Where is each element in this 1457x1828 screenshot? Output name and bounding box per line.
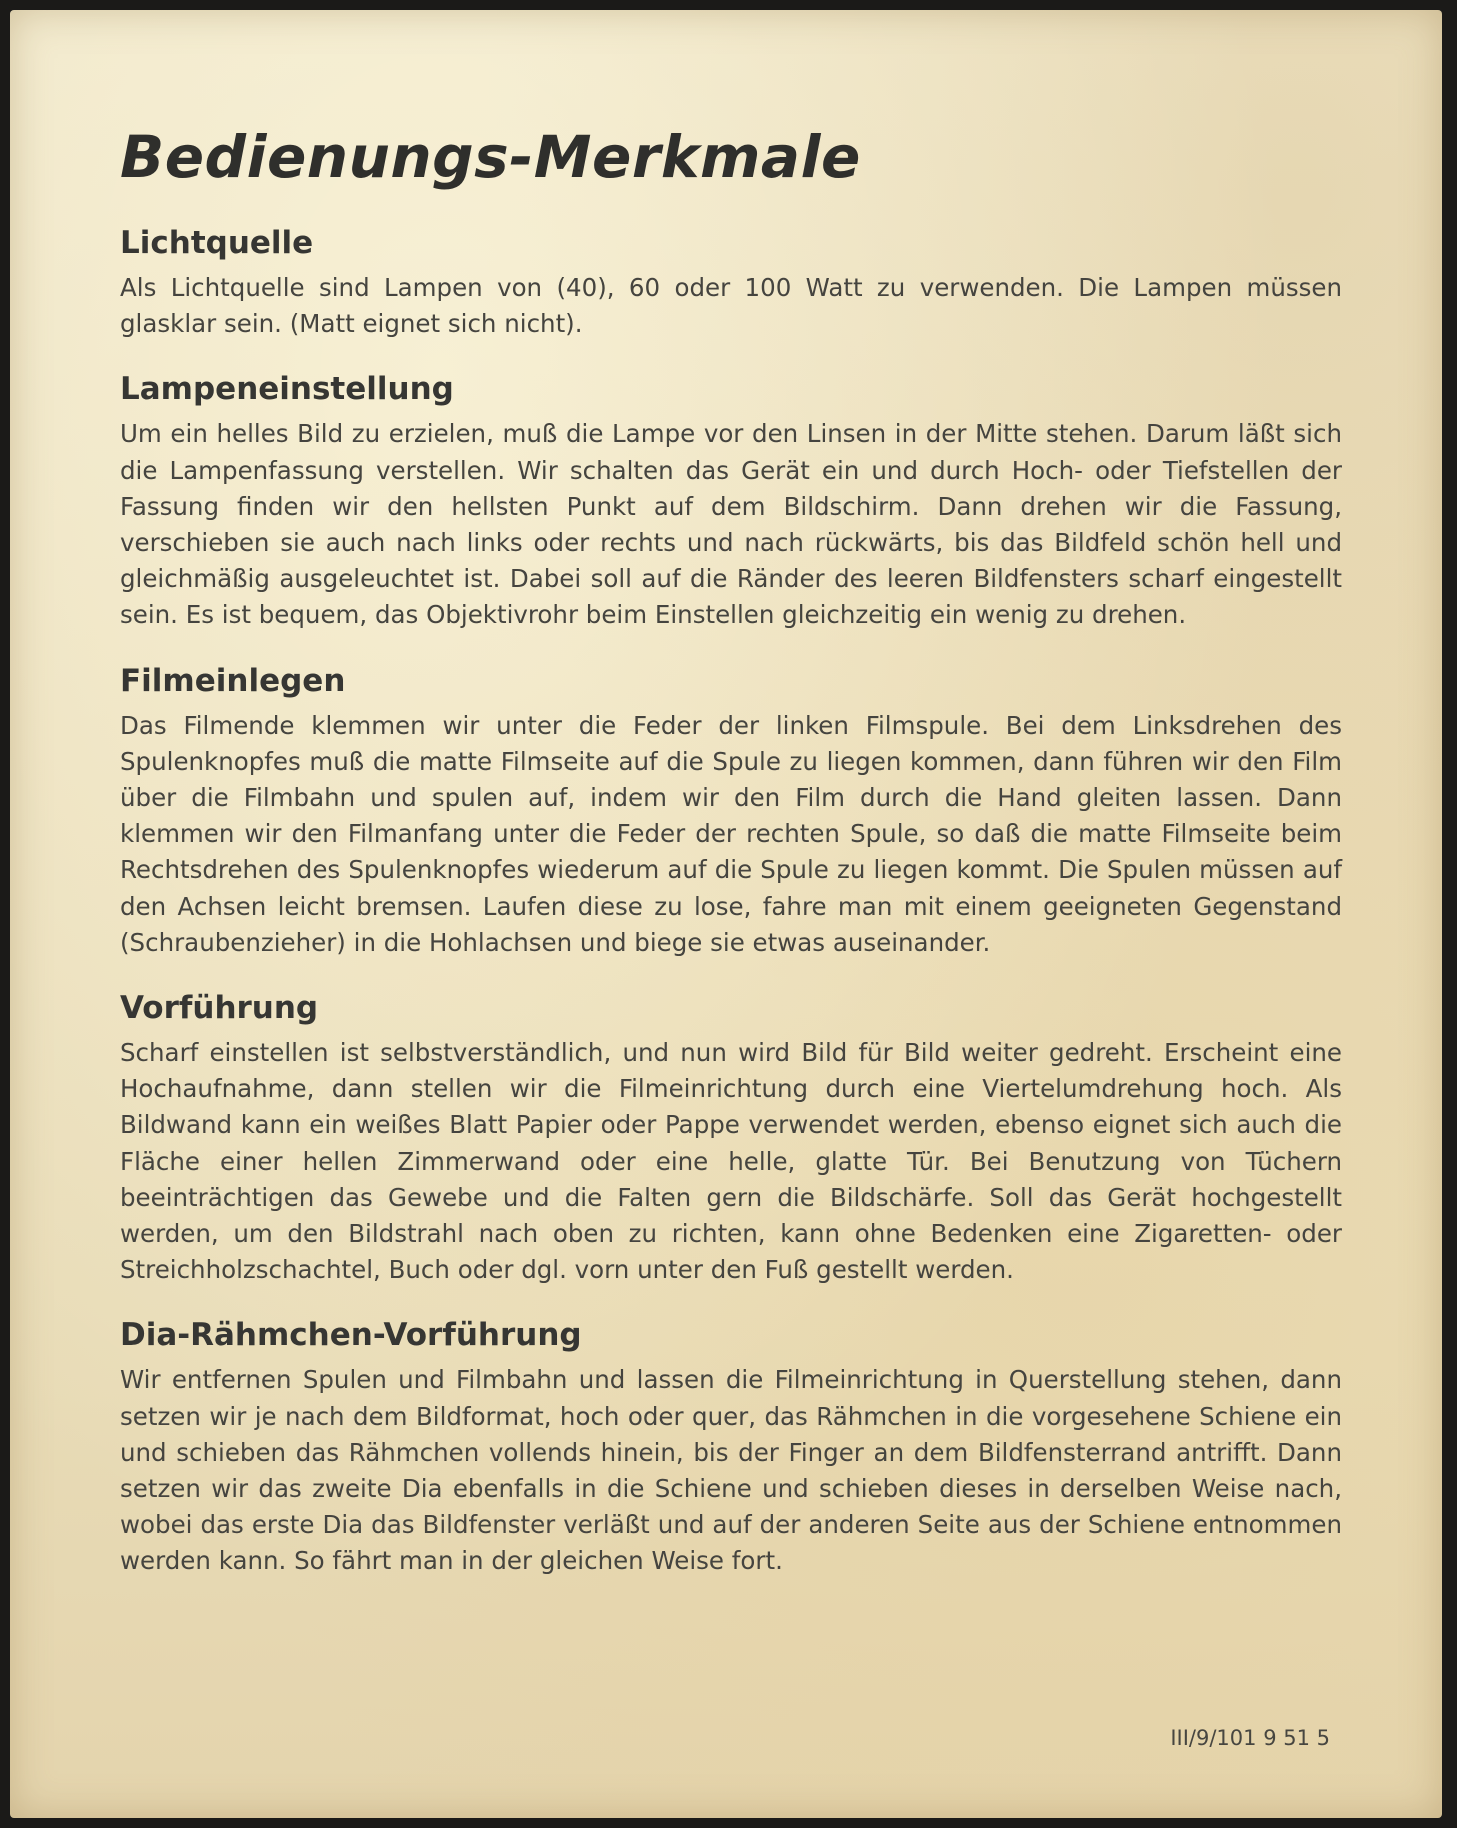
document-page — [10, 10, 1442, 1818]
section-vorfuehrung — [120, 987, 1342, 1288]
section-heading: Dia-Rähmchen-Vorführung — [120, 1317, 582, 1354]
section-heading: Filmeinlegen — [120, 662, 346, 699]
section-body: Um ein helles Bild zu erzielen, muß die Lampe vor den Linsen in der Mitte stehen. Darum läßt sich die Lampenfassung verstellen. Wir schalten das Gerät ein und durch Hoch- oder Tiefstellen der Fassung finden wir den hellsten Punkt auf dem Bildschirm. Dann drehen wir die Fassung, verschieben sie auch nach links oder rechts und nach rückwärts, bis das Bildfeld schön hell und gleichmäßig ausgeleuchtet ist. Dabei soll auf die Ränder des leeren Bildfensters scharf eingestellt sein. Es ist bequem, das Objektivrohr beim Einstellen gleichzeitig ein wenig zu drehen. — [120, 419, 1342, 630]
section-body: Wir entfernen Spulen und Filmbahn und lassen die Filmeinrichtung in Querstellung stehen, dann setzen wir je nach dem Bildformat, hoch oder quer, das Rähmchen in die vorgesehene Schiene ein und schieben das Rähmchen vollends hinein, bis der Finger an dem Bildfensterrand antrifft. Dann setzen wir das zweite Dia ebenfalls in die Schiene und schieben dieses in derselben Weise nach, wobei das erste Dia das Bildfenster verläßt und auf der anderen Seite aus der Schiene entnommen werden kann. So fährt man in der gleichen Weise fort. — [120, 1365, 1342, 1576]
document-content — [120, 122, 1342, 1606]
footer-print-code: III/9/101 9 51 5 — [1170, 1726, 1330, 1750]
section-dia-raehmchen-vorfuehrung — [120, 1314, 1342, 1579]
section-filmeinlegen — [120, 660, 1342, 961]
section-lampeneinstellung — [120, 368, 1342, 633]
document-title: Bedienungs-Merkmale — [120, 123, 861, 191]
section-lichtquelle — [120, 222, 1342, 342]
section-body: Als Lichtquelle sind Lampen von (40), 60 oder 100 Watt zu verwenden. Die Lampen müssen glasklar sein. (Matt eignet sich nicht). — [120, 273, 1342, 339]
section-body: Das Filmende klemmen wir unter die Feder der linken Filmspule. Bei dem Linksdrehen des Spulenknopfes muß die matte Filmseite auf die Spule zu liegen kommen, dann führen wir den Film über die Filmbahn und spulen auf, indem wir den Film durch die Hand gleiten lassen. Dann klemmen wir den Filmanfang unter die Feder der rechten Spule, so daß die matte Filmseite beim Rechtsdrehen des Spulenknopfes wiederum auf die Spule zu liegen kommt. Die Spulen müssen auf den Achsen leicht bremsen. Laufen diese zu lose, fahre man mit einem geeigneten Gegenstand (Schraubenzieher) in die Hohlachsen und biege sie etwas auseinander. — [120, 710, 1342, 957]
section-body: Scharf einstellen ist selbstverständlich, und nun wird Bild für Bild weiter gedreht. Erscheint eine Hochaufnahme, dann stellen wir die Filmeinrichtung durch eine Viertelumdrehung hoch. Als Bildwand kann ein weißes Blatt Papier oder Pappe verwendet werden, ebenso eignet sich auch die Fläche einer hellen Zimmerwand oder eine helle, glatte Tür. Bei Benutzung von Tüchern beeinträchtigen das Gewebe und die Falten gern die Bildschärfe. Soll das Gerät hochgestellt werden, um den Bildstrahl nach oben zu richten, kann ohne Bedenken eine Zigaretten- oder Streichholzschachtel, Buch oder dgl. vorn unter den Fuß gestellt werden. — [120, 1038, 1342, 1285]
section-heading: Lampeneinstellung — [120, 371, 454, 408]
section-heading: Lichtquelle — [120, 225, 314, 261]
section-heading: Vorführung — [120, 990, 319, 1027]
